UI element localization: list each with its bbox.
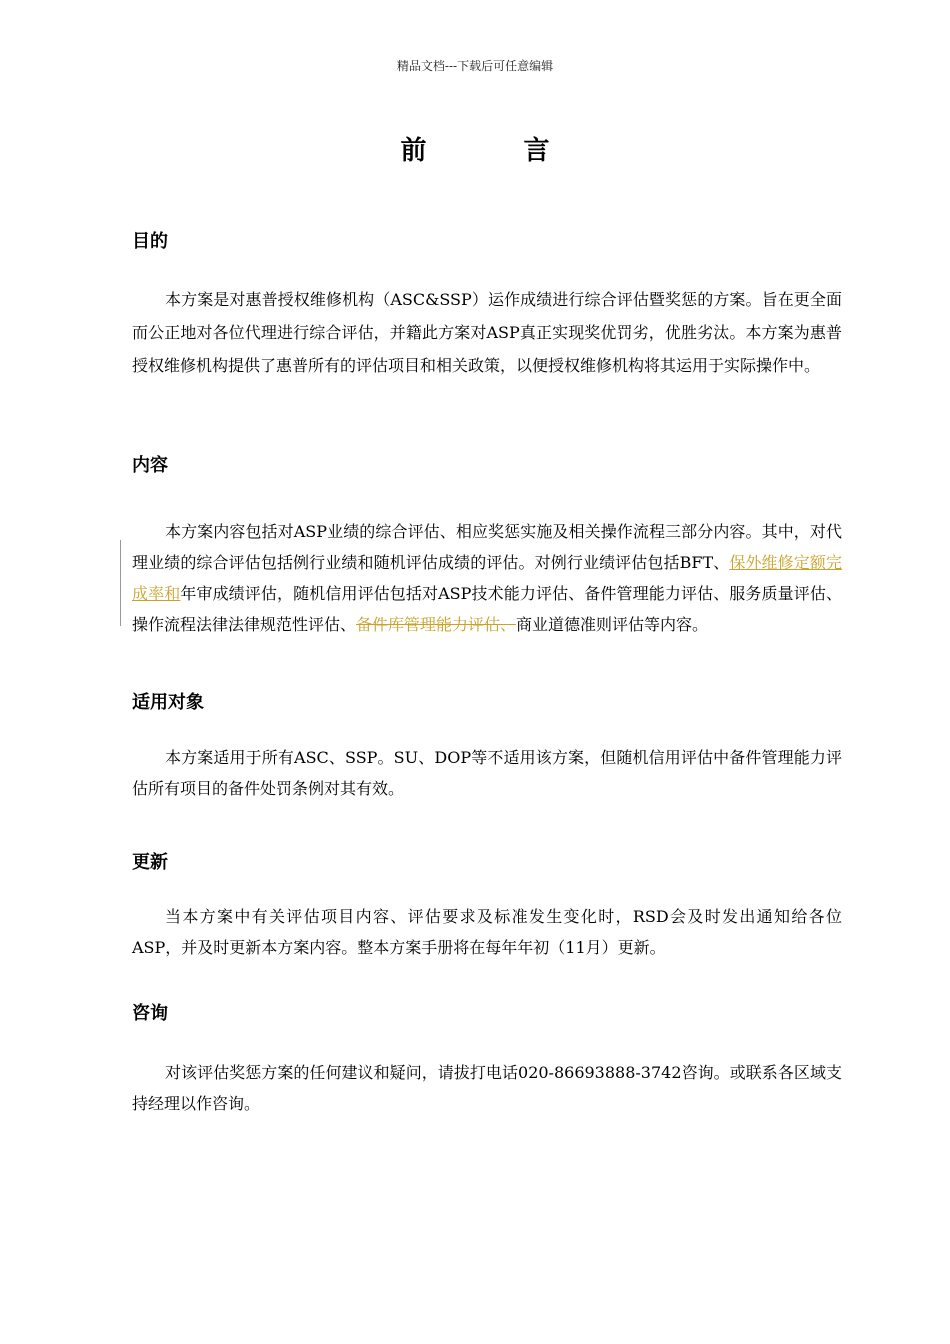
page-header: 精品文档---下载后可任意编辑 — [396, 59, 554, 73]
revision-change-bar — [120, 540, 121, 626]
heading-purpose: 目的 — [132, 231, 168, 252]
paragraph-consult: 对该评估奖惩方案的任何建议和疑问，请拔打电话020-86693888-3742咨询。或联系各区域支持经理以作咨询。 — [132, 1063, 842, 1113]
inserted-text: 保外维修定额完成率和 — [132, 553, 842, 603]
heading-content: 内容 — [132, 455, 168, 476]
paragraph-update: 当本方案中有关评估项目内容、评估要求及标准发生变化时，RSD会及时发出通知给各位ASP，并及时更新本方案内容。整本方案手册将在每年年初（11月）更新。 — [132, 907, 842, 957]
content-text-1: 本方案内容包括对ASP业绩的综合评估、相应奖惩实施及相关操作流程三部分内容。其中，对代理业绩的综合评估包括例行业绩和随机评估成绩的评估。对例行业绩评估包括BFT、 — [132, 522, 842, 572]
paragraph-content — [132, 516, 842, 640]
content-text-3: 商业道德准则评估等内容。 — [516, 615, 709, 634]
paragraph-scope: 本方案适用于所有ASC、SSP。SU、DOP等不适用该方案，但随机信用评估中备件管理能力评估所有项目的备件处罚条例对其有效。 — [132, 748, 842, 798]
page-title: 前 言 — [400, 136, 594, 166]
heading-consult: 咨询 — [132, 1003, 168, 1024]
deleted-text: 备件库管理能力评估、 — [356, 615, 517, 634]
heading-update: 更新 — [132, 852, 168, 873]
content-text-2: 年审成绩评估，随机信用评估包括对ASP技术能力评估、备件管理能力评估、服务质量评估、操作流程法律法律规范性评估、 — [132, 584, 842, 634]
heading-scope: 适用对象 — [132, 692, 204, 713]
paragraph-purpose: 本方案是对惠普授权维修机构（ASC&SSP）运作成绩进行综合评估暨奖惩的方案。旨在更全面而公正地对各位代理进行综合评估，并籍此方案对ASP真正实现奖优罚劣，优胜劣汰。本方案为惠普授权维修机构提供了惠普所有的评估项目和相关政策，以便授权维修机构将其运用于实际操作中。 — [132, 290, 842, 375]
